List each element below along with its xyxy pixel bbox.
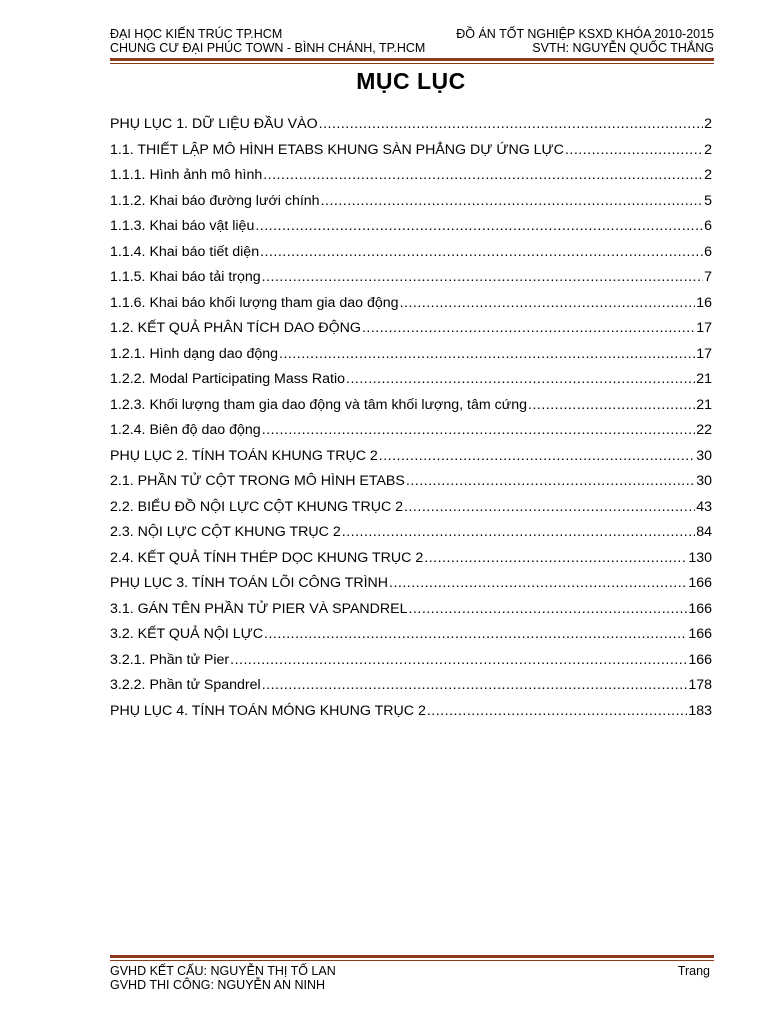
toc-entry-page-number: 84: [696, 524, 712, 540]
toc-entry[interactable]: [110, 448, 712, 474]
toc-entry-page-number: 17: [696, 320, 712, 336]
toc-entry[interactable]: [110, 575, 712, 601]
toc-entry-label: 1.1.5. Khai báo tải trọng: [110, 269, 261, 285]
toc-entry-page-number: 21: [696, 371, 712, 387]
toc-entry-page-number: 7: [704, 269, 712, 285]
toc-entry-label: 3.2.1. Phần tử Pier: [110, 651, 230, 668]
header-rule-thick: [110, 58, 714, 61]
toc-entry-page-number: 21: [696, 396, 712, 413]
toc-dot-leader: [262, 422, 696, 438]
toc-entry-page-number: 2: [704, 141, 712, 158]
toc-entry-label: PHỤ LỤC 2. TÍNH TOÁN KHUNG TRỤC 2: [110, 447, 378, 464]
toc-entry-page-number: 166: [688, 600, 712, 617]
page-header: [110, 27, 714, 64]
toc-entry[interactable]: [110, 703, 712, 729]
toc-dot-leader: [565, 142, 703, 158]
toc-dot-leader: [263, 167, 703, 183]
toc-entry-page-number: 22: [696, 422, 712, 438]
toc-entry-page-number: 183: [688, 702, 712, 719]
toc-entry[interactable]: [110, 193, 712, 219]
toc-dot-leader: [406, 473, 695, 489]
toc-dot-leader: [424, 550, 687, 566]
toc-dot-leader: [379, 448, 695, 464]
footer-structure-advisor: GVHD KẾT CẤU: NGUYỄN THỊ TỐ LAN: [110, 964, 336, 978]
toc-entry-label: 1.2.1. Hình dạng dao động: [110, 345, 279, 362]
toc-entry[interactable]: [110, 346, 712, 372]
toc-entry-label: 2.4. KẾT QUẢ TÍNH THÉP DỌC KHUNG TRỤC 2: [110, 549, 424, 566]
footer-row-1: [110, 964, 714, 978]
toc-dot-leader: [319, 116, 703, 132]
toc-dot-leader: [346, 371, 695, 387]
toc-entry-page-number: 30: [696, 473, 712, 489]
toc-entry-page-number: 166: [688, 626, 712, 642]
header-row-1: [110, 27, 714, 41]
toc-entry[interactable]: [110, 218, 712, 244]
toc-entry[interactable]: [110, 524, 712, 550]
toc-entry[interactable]: [110, 626, 712, 652]
toc-entry[interactable]: [110, 116, 712, 142]
toc-entry-page-number: 2: [704, 116, 712, 132]
footer-page-label: Trang: [677, 964, 710, 978]
toc-entry-label: 3.2. KẾT QUẢ NỘI LỰC: [110, 626, 263, 642]
toc-entry-page-number: 130: [688, 549, 712, 566]
toc-entry-label: PHỤ LỤC 3. TÍNH TOÁN LÕI CÔNG TRÌNH: [110, 575, 389, 591]
toc-dot-leader: [279, 346, 695, 362]
toc-entry[interactable]: [110, 677, 712, 703]
toc-entry[interactable]: [110, 601, 712, 627]
toc-entry-page-number: 6: [704, 218, 712, 234]
toc-entry-label: 1.2.4. Biên độ dao động: [110, 422, 261, 438]
toc-entry-page-number: 166: [688, 651, 712, 668]
toc-entry-label: 1.2.2. Modal Participating Mass Ratio: [110, 371, 345, 387]
toc-entry-label: 1.1.1. Hình ảnh mô hình: [110, 167, 263, 183]
toc-dot-leader: [528, 397, 695, 413]
toc-entry[interactable]: [110, 320, 712, 346]
toc-entry-label: 3.2.2. Phần tử Spandrel: [110, 677, 261, 693]
toc-entry[interactable]: [110, 371, 712, 397]
toc-entry-page-number: 166: [688, 575, 712, 591]
toc-entry-label: 1.2.3. Khối lượng tham gia dao động và tâm khối lượng, tâm cứng: [110, 396, 527, 413]
toc-entry-label: 1.1.6. Khai báo khối lượng tham gia dao động: [110, 294, 399, 311]
toc-dot-leader: [404, 499, 695, 515]
toc-dot-leader: [409, 601, 688, 617]
toc-entry-label: PHỤ LỤC 1. DỮ LIỆU ĐẦU VÀO: [110, 116, 318, 132]
header-rule-thin: [110, 63, 714, 64]
toc-entry-page-number: 2: [704, 167, 712, 183]
toc-entry[interactable]: [110, 295, 712, 321]
header-university: ĐẠI HỌC KIẾN TRÚC TP.HCM: [110, 27, 283, 41]
toc-entry[interactable]: [110, 167, 712, 193]
page-footer: [110, 955, 714, 992]
toc-entry-label: 2.3. NỘI LỰC CỘT KHUNG TRỤC 2: [110, 524, 341, 540]
toc-entry[interactable]: [110, 142, 712, 168]
toc-entry-label: 2.1. PHẦN TỬ CỘT TRONG MÔ HÌNH ETABS: [110, 473, 405, 489]
header-building: CHUNG CƯ ĐẠI PHÚC TOWN - BÌNH CHÁNH, TP.HCM: [110, 41, 426, 55]
toc-dot-leader: [264, 626, 687, 642]
toc-entry-page-number: 43: [696, 498, 712, 515]
toc-entry-page-number: 178: [688, 677, 712, 693]
toc-entry-label: 1.1. THIẾT LẬP MÔ HÌNH ETABS KHUNG SÀN PHẲNG DỰ ỨNG LỰC: [110, 141, 564, 158]
toc-dot-leader: [321, 193, 704, 209]
toc-entry[interactable]: [110, 269, 712, 295]
toc-entry[interactable]: [110, 652, 712, 678]
toc-entry[interactable]: [110, 397, 712, 423]
toc-entry[interactable]: [110, 550, 712, 576]
toc-entry-label: 1.1.2. Khai báo đường lưới chính: [110, 192, 320, 209]
footer-construction-advisor: GVHD THI CÔNG: NGUYỄN AN NINH: [110, 978, 326, 992]
toc-entry-page-number: 5: [704, 192, 712, 209]
toc-entry-page-number: 16: [696, 294, 712, 311]
page-title: MỤC LỤC: [356, 68, 466, 94]
header-student: SVTH: NGUYỄN QUỐC THẮNG: [532, 41, 714, 55]
toc-dot-leader: [400, 295, 696, 311]
toc-entry[interactable]: [110, 499, 712, 525]
toc-entry[interactable]: [110, 473, 712, 499]
toc-dot-leader: [389, 575, 687, 591]
toc-dot-leader: [362, 320, 695, 336]
toc-dot-leader: [262, 677, 688, 693]
toc-dot-leader: [260, 244, 703, 260]
header-project-type: ĐỒ ÁN TỐT NGHIỆP KSXD KHÓA 2010-2015: [456, 27, 714, 41]
toc-dot-leader: [427, 703, 687, 719]
toc-dot-leader: [262, 269, 703, 285]
toc-entry-label: 3.1. GÁN TÊN PHẦN TỬ PIER VÀ SPANDREL: [110, 600, 408, 617]
toc-entry-label: 2.2. BIỂU ĐỒ NỘI LỰC CỘT KHUNG TRỤC 2: [110, 498, 404, 515]
toc-entry-page-number: 6: [704, 243, 712, 260]
table-of-contents: [110, 116, 712, 728]
toc-dot-leader: [342, 524, 695, 540]
toc-entry[interactable]: [110, 244, 712, 270]
toc-entry-label: 1.2. KẾT QUẢ PHÂN TÍCH DAO ĐỘNG: [110, 320, 361, 336]
toc-entry-page-number: 30: [696, 447, 712, 464]
footer-rule-thick: [110, 955, 714, 958]
toc-dot-leader: [230, 652, 687, 668]
toc-entry-label: 1.1.3. Khai báo vật liệu: [110, 218, 255, 234]
toc-entry-page-number: 17: [696, 345, 712, 362]
toc-entry-label: PHỤ LỤC 4. TÍNH TOÁN MÓNG KHUNG TRỤC 2: [110, 702, 426, 719]
toc-dot-leader: [255, 218, 703, 234]
header-row-2: [110, 41, 714, 55]
toc-entry-label: 1.1.4. Khai báo tiết diện: [110, 243, 260, 260]
footer-rule-thin: [110, 960, 714, 961]
toc-entry[interactable]: [110, 422, 712, 448]
